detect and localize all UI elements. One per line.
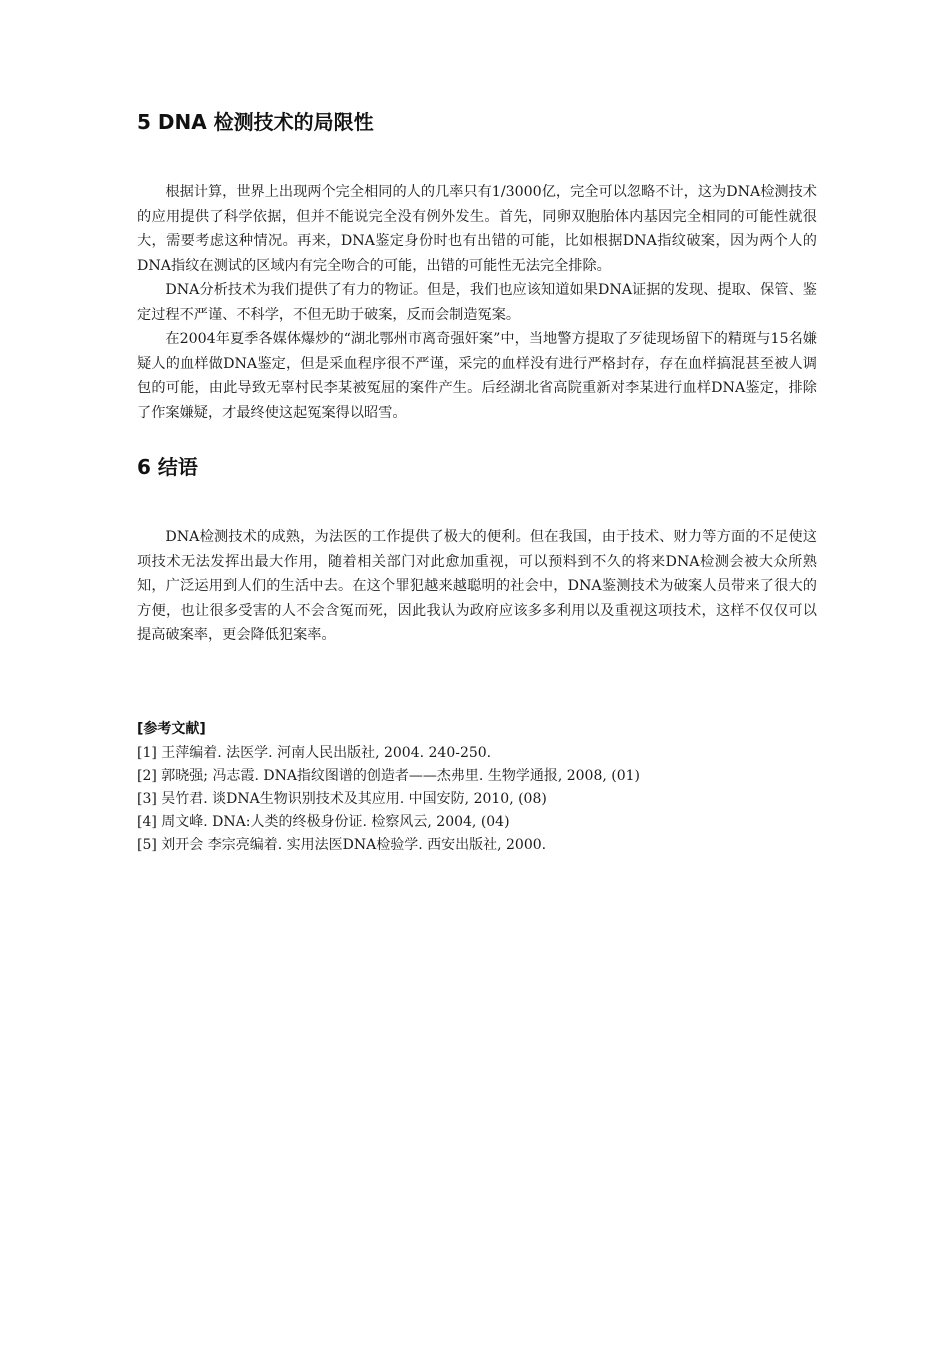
reference-item: [5] 刘开会 李宗亮编着. 实用法医DNA检验学. 西安出版社, 2000. <box>137 836 547 853</box>
section-5-paragraph: 在2004年夏季各媒体爆炒的“湖北鄂州市离奇强奸案”中，当地警方提取了歹徒现场留下的精斑与15名嫌疑人的血样做DNA鉴定，但是采血程序很不严谨，采完的血样没有进行严格封存，存在血样搞混甚至被人调包的可能，由此导致无辜村民李某被冤屈的案件产生。后经湖北省高院重新对李某进行血样DNA鉴定，排除了作案嫌疑，才最终使这起冤案得以昭雪。 <box>137 331 817 421</box>
reference-item: [1] 王萍编着. 法医学. 河南人民出版社, 2004. 240-250. <box>137 744 492 761</box>
section-6-title: 6 结语 <box>137 455 198 479</box>
reference-item: [2] 郭晓强; 冯志霞. DNA指纹图谱的创造者——杰弗里. 生物学通报, 2008, (01) <box>137 767 641 784</box>
section-5-paragraph: 根据计算，世界上出现两个完全相同的人的几率只有1/3000亿，完全可以忽略不计，这为DNA检测技术的应用提供了科学依据，但并不能说完全没有例外发生。首先，同卵双胞胎体内基因完全相同的可能性就很大，需要考虑这种情况。再来，DNA鉴定身份时也有出错的可能，比如根据DNA指纹破案，因为两个人的DNA指纹在测试的区域内有完全吻合的可能，出错的可能性无法完全排除。 <box>137 184 817 274</box>
references-title: [参考文献] <box>137 720 206 737</box>
section-6-paragraph: DNA检测技术的成熟，为法医的工作提供了极大的便利。但在我国，由于技术、财力等方面的不足使这项技术无法发挥出最大作用，随着相关部门对此愈加重视，可以预料到不久的将来DNA检测会被大众所熟知，广泛运用到人们的生活中去。在这个罪犯越来越聪明的社会中，DNA鉴测技术为破案人员带来了很大的方便，也让很多受害的人不会含冤而死，因此我认为政府应该多多利用以及重视这项技术，这样不仅仅可以提高破案率，更会降低犯案率。 <box>137 529 817 643</box>
section-5-title: 5 DNA 检测技术的局限性 <box>137 110 374 134</box>
section-5-body <box>137 180 817 425</box>
reference-item: [3] 吴竹君. 谈DNA生物识别技术及其应用. 中国安防, 2010, (08) <box>137 790 547 807</box>
reference-item: [4] 周文峰. DNA:人类的终极身份证. 检察风云, 2004, (04) <box>137 813 510 830</box>
section-5-paragraph: DNA分析技术为我们提供了有力的物证。但是，我们也应该知道如果DNA证据的发现、提取、保管、鉴定过程不严谨、不科学，不但无助于破案，反而会制造冤案。 <box>137 282 817 323</box>
section-6-body <box>137 525 817 648</box>
page-content <box>137 100 817 857</box>
references <box>137 718 817 857</box>
